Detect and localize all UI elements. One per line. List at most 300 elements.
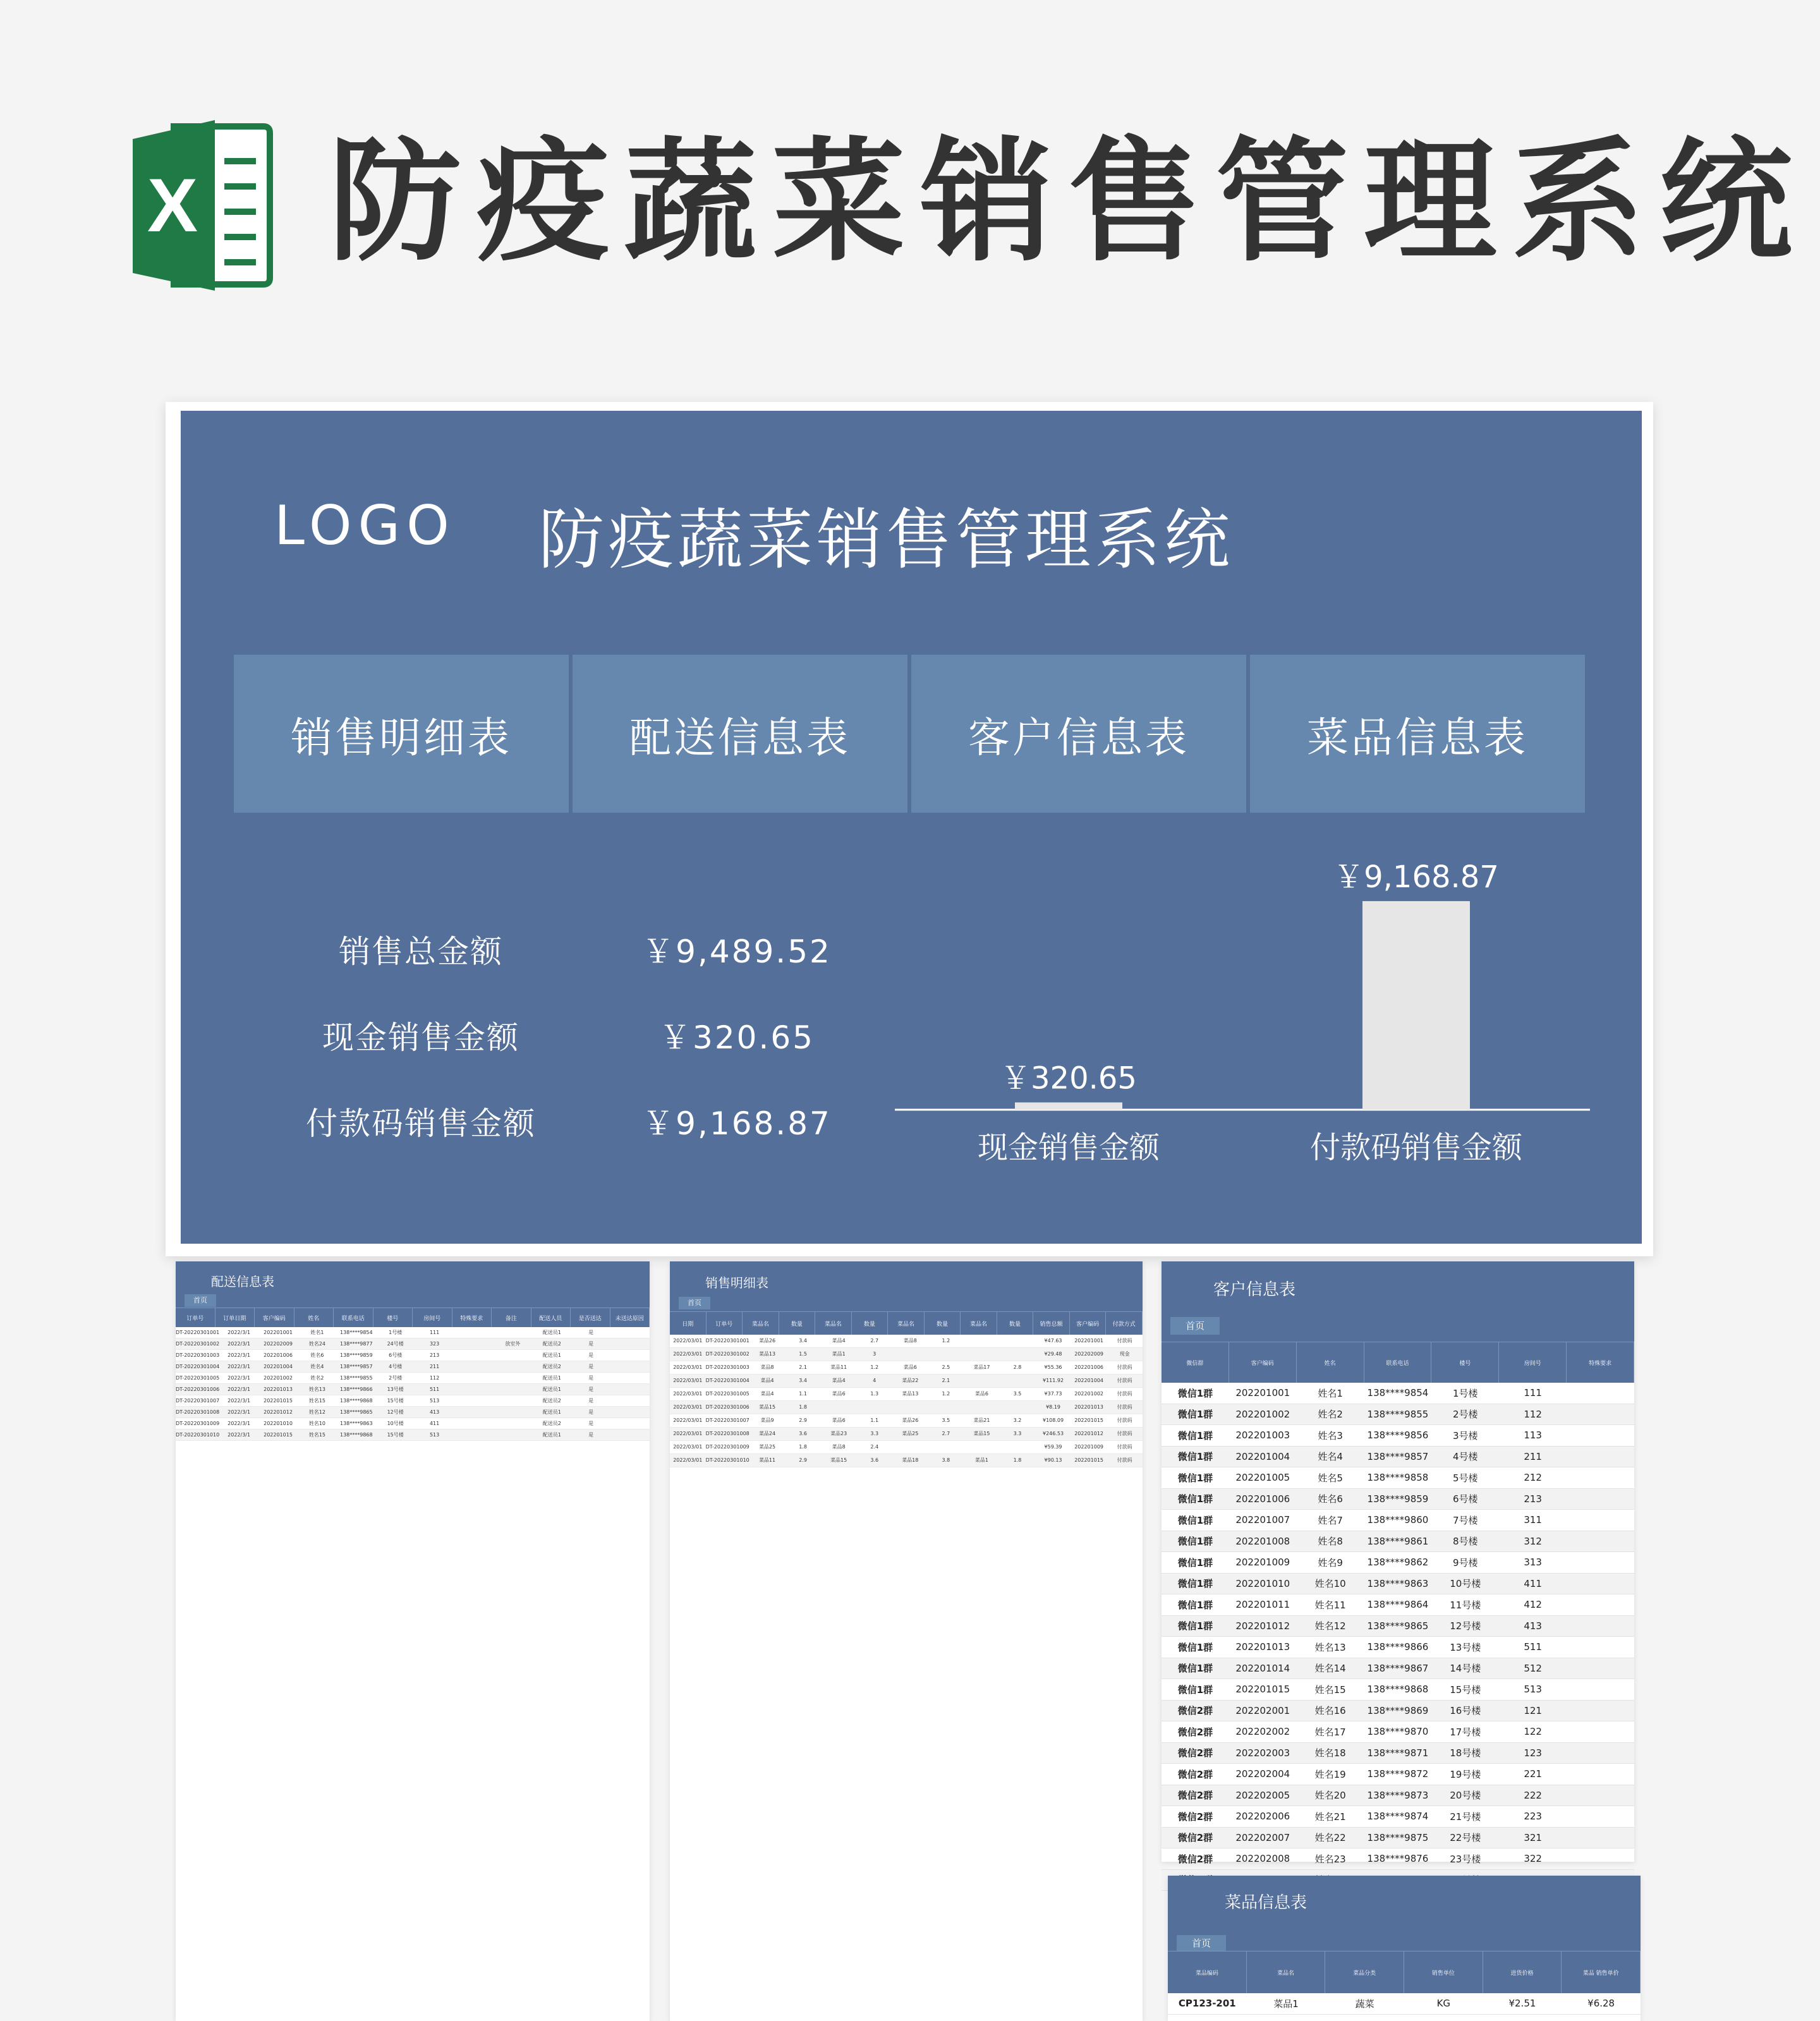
table-cell: 微信1群 [1162, 1467, 1229, 1489]
table-cell: 4号楼 [389, 1364, 403, 1369]
product-sheet-home-tab[interactable]: 首页 [1177, 1935, 1226, 1951]
column-header: 联系电话 [334, 1308, 373, 1327]
product-sheet-thumbnail[interactable] [1168, 1876, 1641, 2021]
table-cell [964, 1375, 1000, 1387]
table-cell: 5号楼 [1431, 1467, 1499, 1489]
table-cell: DT-20220301008 [705, 1431, 749, 1436]
table-cell: 是 [588, 1375, 594, 1381]
table-cell [1567, 1785, 1634, 1806]
table-cell: 202201012 [264, 1409, 293, 1415]
table-cell: 1.3 [870, 1391, 879, 1397]
table-cell [1567, 1764, 1634, 1785]
table-cell: 付款码 [1117, 1417, 1132, 1423]
table-cell: 22号楼 [1431, 1827, 1499, 1848]
product-table [1168, 1993, 1641, 2015]
table-cell: 付款码 [1117, 1391, 1132, 1397]
table-cell: 10号楼 [387, 1421, 404, 1426]
table-cell: 姓名19 [1297, 1764, 1364, 1785]
delivery-sheet-rows [176, 1327, 650, 1441]
table-cell: 138****9860 [1364, 1510, 1432, 1531]
column-header: 房间号 [413, 1308, 452, 1327]
table-cell: 202201010 [1229, 1573, 1297, 1594]
table-cell: CP123-201 [1168, 1993, 1247, 2014]
sales-sheet-columns [670, 1311, 1143, 1335]
table-cell: 姓名16 [1297, 1700, 1364, 1721]
table-cell: 138****9854 [339, 1330, 373, 1335]
table-cell: 姓名9 [1297, 1552, 1364, 1574]
column-header: 订单日期 [215, 1308, 255, 1327]
column-header: 菜品名 [961, 1312, 997, 1335]
column-header: 菜品分类 [1325, 1951, 1404, 1993]
table-row [176, 1327, 650, 1338]
table-cell: 菜品13 [902, 1391, 919, 1397]
table-cell: 2.1 [799, 1364, 807, 1370]
table-cell: 202201004 [1229, 1446, 1297, 1467]
table-cell: 姓名5 [1297, 1467, 1364, 1489]
table-cell: 412 [1499, 1594, 1567, 1616]
table-cell: 姓名12 [308, 1409, 325, 1415]
table-cell: 411 [1499, 1573, 1567, 1594]
table-cell: 2022/03/01 [673, 1444, 703, 1450]
table-cell [1567, 1615, 1634, 1637]
table-cell: ¥246.53 [1042, 1431, 1064, 1436]
table-cell: 23号楼 [1431, 1848, 1499, 1870]
table-cell: 138****9864 [1364, 1594, 1432, 1616]
table-row [670, 1375, 1143, 1388]
table-row [1162, 1806, 1634, 1828]
table-cell [964, 1441, 1000, 1454]
column-header: 菜品名 [815, 1312, 852, 1335]
table-cell: 姓名6 [310, 1352, 324, 1358]
promo-title: 防疫蔬菜销售管理系统 [329, 124, 1808, 279]
table-cell: DT-20220301001 [705, 1338, 749, 1344]
table-cell: 138****9877 [339, 1341, 373, 1347]
table-row [176, 1407, 650, 1418]
table-cell: 微信2群 [1162, 1848, 1229, 1870]
table-cell: 16号楼 [1431, 1700, 1499, 1721]
table-row [1162, 1637, 1634, 1658]
table-cell [964, 1401, 1000, 1414]
table-cell: 姓名14 [1297, 1658, 1364, 1679]
table-cell: 1号楼 [389, 1330, 403, 1335]
table-cell: 2022/03/01 [673, 1391, 703, 1397]
table-cell: 微信1群 [1162, 1615, 1229, 1637]
table-cell: 121 [1499, 1700, 1567, 1721]
delivery-sheet-title: 配送信息表 [211, 1274, 274, 1289]
table-cell: 312 [1499, 1531, 1567, 1552]
table-cell: 512 [1499, 1658, 1567, 1679]
table-cell: DT-20220301007 [705, 1417, 749, 1423]
table-cell: 1.8 [799, 1404, 807, 1410]
table-cell: 138****9855 [1364, 1404, 1432, 1425]
table-cell: DT-20220301002 [705, 1351, 749, 1357]
table-cell: 202202006 [1229, 1806, 1297, 1828]
table-row [1162, 1425, 1634, 1447]
table-cell: 202201012 [1074, 1431, 1103, 1436]
table-cell: 138****9867 [1364, 1658, 1432, 1679]
table-cell: 姓名2 [1297, 1404, 1364, 1425]
column-header: 联系电话 [1364, 1342, 1432, 1383]
table-cell: 2022/03/01 [673, 1378, 703, 1383]
column-header: 菜品 销售单价 [1562, 1951, 1641, 1993]
table-cell [1567, 1446, 1634, 1467]
table-cell: 2022/03/01 [673, 1364, 703, 1370]
table-cell: 10号楼 [1431, 1573, 1499, 1594]
table-cell: 配送员1 [542, 1330, 561, 1335]
customer-table [1162, 1383, 1634, 1891]
nav-delivery-info-button[interactable]: 配送信息表 [573, 655, 907, 813]
table-cell: 3.6 [870, 1457, 879, 1463]
table-cell: 202201015 [264, 1398, 293, 1404]
table-cell [1000, 1441, 1036, 1454]
table-row [1168, 1993, 1641, 2014]
table-cell: DT-20220301004 [705, 1378, 749, 1383]
table-cell: 微信1群 [1162, 1637, 1229, 1658]
dashboard [181, 411, 1642, 1244]
table-cell: 1.1 [799, 1391, 807, 1397]
column-header: 楼号 [373, 1308, 413, 1327]
customer-sheet-title: 客户信息表 [1213, 1280, 1296, 1299]
table-cell: 213 [1499, 1488, 1567, 1510]
sales-sheet-rows [670, 1335, 1143, 1467]
product-sheet-columns [1168, 1951, 1641, 1993]
table-cell: 202201004 [1074, 1378, 1103, 1383]
table-cell [610, 1407, 650, 1417]
column-header: 备注 [492, 1308, 531, 1327]
table-cell: 202201011 [1229, 1594, 1297, 1616]
table-cell: 202201006 [1229, 1488, 1297, 1510]
column-header: 日期 [670, 1312, 707, 1335]
table-cell: 202201013 [1074, 1404, 1103, 1410]
table-cell: DT-20220301002 [176, 1341, 220, 1347]
table-cell: 2022/3/1 [228, 1352, 251, 1358]
table-cell: 菜品6 [832, 1417, 846, 1423]
table-cell: 411 [429, 1421, 440, 1426]
delivery-sheet-home-tab[interactable]: 首页 [185, 1294, 216, 1307]
product-sheet-header [1168, 1876, 1641, 1993]
nav-sales-detail-button[interactable]: 销售明细表 [234, 655, 569, 813]
delivery-sheet-columns [176, 1308, 650, 1327]
table-cell: 212 [1499, 1467, 1567, 1489]
table-row [670, 1401, 1143, 1414]
table-cell [1567, 1742, 1634, 1764]
table-cell: ¥111.92 [1042, 1378, 1064, 1383]
delivery-sheet-header [176, 1261, 650, 1327]
table-cell: 4 [873, 1378, 877, 1383]
table-row [670, 1388, 1143, 1401]
table-cell: 菜品23 [830, 1431, 847, 1436]
table-cell: 2022/03/01 [673, 1404, 703, 1410]
table-cell: 菜品17 [973, 1364, 990, 1370]
table-cell: 221 [1499, 1764, 1567, 1785]
table-cell: 513 [429, 1398, 440, 1404]
table-row [1162, 1594, 1634, 1616]
customer-sheet-home-tab[interactable]: 首页 [1170, 1317, 1220, 1335]
table-cell: 姓名15 [308, 1432, 325, 1438]
table-cell: 微信2群 [1162, 1785, 1229, 1806]
table-cell: 21号楼 [1431, 1806, 1499, 1828]
column-header: 菜品名 [888, 1312, 925, 1335]
table-cell: 202201004 [264, 1364, 293, 1369]
table-cell: 113 [1499, 1425, 1567, 1447]
table-cell: 223 [1499, 1806, 1567, 1828]
table-cell: 菜品21 [973, 1417, 990, 1423]
table-cell: 配送员1 [542, 1432, 561, 1438]
table-cell: 138****9872 [1364, 1764, 1432, 1785]
table-cell: 菜品4 [832, 1338, 846, 1344]
table-cell: 姓名4 [310, 1364, 324, 1369]
table-row [176, 1395, 650, 1407]
table-row [1162, 1446, 1634, 1467]
table-cell: 2022/3/1 [228, 1398, 251, 1404]
table-cell [454, 1338, 494, 1349]
table-cell [1567, 1848, 1634, 1870]
table-cell: 11号楼 [1431, 1594, 1499, 1616]
table-row [176, 1418, 650, 1429]
table-cell: 1号楼 [1431, 1383, 1499, 1404]
table-cell: 1.8 [799, 1444, 807, 1450]
table-cell: 138****9866 [339, 1387, 373, 1392]
table-cell: 微信2群 [1162, 1827, 1229, 1848]
table-cell: 姓名11 [1297, 1594, 1364, 1616]
table-row [670, 1335, 1143, 1348]
table-cell: 菜品26 [902, 1417, 919, 1423]
table-cell: 2022/03/01 [673, 1351, 703, 1357]
table-cell: 姓名23 [1297, 1848, 1364, 1870]
table-row [1162, 1827, 1634, 1848]
table-cell: 20号楼 [1431, 1785, 1499, 1806]
table-cell: 2022/03/01 [673, 1457, 703, 1463]
table-cell: 1.5 [799, 1351, 807, 1357]
table-cell: 2022/3/1 [228, 1409, 251, 1415]
table-cell: DT-20220301010 [176, 1432, 220, 1438]
table-cell: 2022/3/1 [228, 1432, 251, 1438]
table-cell: 菜品1 [974, 1457, 988, 1463]
sales-bar-chart [895, 828, 1590, 1182]
table-cell: 12号楼 [1431, 1615, 1499, 1637]
category-label-2: 付款码销售金额 [1309, 1130, 1523, 1165]
table-cell: DT-20220301007 [176, 1398, 220, 1404]
table-cell: 姓名17 [1297, 1721, 1364, 1743]
table-cell: 138****9857 [1364, 1446, 1432, 1467]
table-cell: 是 [588, 1421, 594, 1426]
table-cell: 202201001 [1229, 1383, 1297, 1404]
table-cell [454, 1350, 494, 1361]
table-cell: 是 [588, 1330, 594, 1335]
table-cell: 微信1群 [1162, 1446, 1229, 1467]
table-cell: 姓名2 [310, 1375, 324, 1381]
table-cell: 3.4 [799, 1338, 807, 1344]
table-cell: 202201006 [1074, 1364, 1103, 1370]
table-cell: 202201013 [264, 1387, 293, 1392]
table-cell: 付款码 [1117, 1431, 1132, 1436]
table-cell: 2022/3/1 [228, 1375, 251, 1381]
customer-sheet-header [1162, 1261, 1634, 1383]
table-cell: 19号楼 [1431, 1764, 1499, 1785]
column-header: 数量 [852, 1312, 889, 1335]
table-cell: 202202004 [1229, 1764, 1297, 1785]
table-cell [1567, 1721, 1634, 1743]
table-cell: 配送员1 [542, 1352, 561, 1358]
table-cell [1000, 1348, 1036, 1361]
table-row [670, 1441, 1143, 1454]
column-header: 菜品名 [1247, 1951, 1326, 1993]
table-cell: 138****9866 [1364, 1637, 1432, 1658]
table-cell [493, 1418, 532, 1429]
table-row [1162, 1764, 1634, 1785]
table-cell: 202201015 [1074, 1417, 1103, 1423]
table-row [1162, 1404, 1634, 1425]
column-header: 数量 [779, 1312, 816, 1335]
table-row [1162, 1721, 1634, 1743]
table-row [670, 1348, 1143, 1361]
table-cell: ¥6.28 [1562, 1993, 1641, 2014]
table-cell [928, 1401, 964, 1414]
table-cell [1567, 1594, 1634, 1616]
table-cell: 放室外 [505, 1341, 521, 1347]
table-cell: 菜品26 [758, 1338, 776, 1344]
table-cell [610, 1361, 650, 1372]
table-cell: 511 [429, 1387, 440, 1392]
table-row [1162, 1467, 1634, 1489]
table-cell: 202201015 [1074, 1457, 1103, 1463]
table-cell: 138****9863 [339, 1421, 373, 1426]
table-cell: 111 [1499, 1383, 1567, 1404]
table-cell: 323 [429, 1341, 440, 1347]
nav-product-info-button[interactable]: 菜品信息表 [1250, 655, 1585, 813]
table-row [176, 1384, 650, 1395]
table-cell [964, 1335, 1000, 1347]
table-cell: 姓名1 [1297, 1383, 1364, 1404]
table-cell: KG [1404, 1993, 1483, 2014]
table-cell: 姓名18 [1297, 1742, 1364, 1764]
table-cell: 112 [429, 1375, 440, 1381]
table-row [1162, 1700, 1634, 1721]
table-cell: 微信1群 [1162, 1488, 1229, 1510]
customer-sheet-thumbnail[interactable] [1162, 1261, 1634, 1865]
table-cell: 是 [588, 1387, 594, 1392]
table-cell: 2.7 [942, 1431, 950, 1436]
sales-sheet-title: 销售明细表 [705, 1275, 768, 1290]
table-cell: 202202009 [1074, 1351, 1103, 1357]
table-cell: 姓名1 [310, 1330, 324, 1335]
table-cell: DT-20220301003 [705, 1364, 749, 1370]
table-cell: 202201002 [1074, 1391, 1103, 1397]
column-header: 客户编码 [255, 1308, 294, 1327]
table-cell: 3.4 [799, 1378, 807, 1383]
table-cell: 222 [1499, 1785, 1567, 1806]
table-cell [1567, 1425, 1634, 1447]
table-cell: 1.2 [942, 1338, 950, 1344]
table-cell [493, 1407, 532, 1417]
table-cell: 513 [429, 1432, 440, 1438]
column-header: 客户编码 [1070, 1312, 1107, 1335]
table-cell: 2022/3/1 [228, 1387, 251, 1392]
nav-customer-info-button[interactable]: 客户信息表 [911, 655, 1246, 813]
table-cell: 菜品8 [832, 1444, 846, 1450]
table-cell: ¥108.09 [1042, 1417, 1064, 1423]
table-cell: 202201012 [1229, 1615, 1297, 1637]
table-cell: 姓名3 [1297, 1425, 1364, 1447]
table-cell: 138****9854 [1364, 1383, 1432, 1404]
dashboard-title: 防疫蔬菜销售管理系统 [538, 501, 1234, 578]
table-cell: 138****9865 [1364, 1615, 1432, 1637]
table-cell [1567, 1827, 1634, 1848]
table-cell [610, 1350, 650, 1361]
table-row [176, 1350, 650, 1361]
table-cell: 配送员2 [542, 1341, 561, 1347]
table-cell: 菜品4 [760, 1378, 774, 1383]
table-cell: DT-20220301003 [176, 1352, 220, 1358]
table-cell [454, 1407, 494, 1417]
table-cell: ¥90.13 [1044, 1457, 1062, 1463]
table-cell [493, 1429, 532, 1440]
table-cell: 微信1群 [1162, 1425, 1229, 1447]
table-cell [821, 1401, 857, 1414]
table-cell: 2.9 [799, 1417, 807, 1423]
table-cell: 是 [588, 1409, 594, 1415]
table-cell [454, 1418, 494, 1429]
table-cell: 2.5 [942, 1364, 950, 1370]
table-cell: 2022/03/01 [673, 1338, 703, 1344]
table-cell: 138****9868 [339, 1432, 373, 1438]
sales-sheet-thumbnail[interactable] [670, 1261, 1143, 2021]
column-header: 姓名 [1297, 1342, 1364, 1383]
bar-1 [1015, 1102, 1122, 1110]
table-row [670, 1428, 1143, 1441]
table-cell: 微信1群 [1162, 1510, 1229, 1531]
table-cell: 是 [588, 1352, 594, 1358]
delivery-sheet-thumbnail[interactable] [176, 1261, 650, 2021]
cash-sales-value: ￥320.65 [659, 1019, 815, 1056]
table-cell [856, 1401, 892, 1414]
table-cell: 138****9876 [1364, 1848, 1432, 1870]
column-header: 销售单位 [1404, 1951, 1483, 1993]
table-cell [1567, 1467, 1634, 1489]
table-cell: 配送员2 [542, 1421, 561, 1426]
data-label-1: ￥320.65 [1000, 1060, 1137, 1096]
table-cell: 321 [1499, 1827, 1567, 1848]
category-label-1: 现金销售金额 [977, 1130, 1160, 1165]
table-cell: 202201003 [1229, 1425, 1297, 1447]
table-cell [964, 1348, 1000, 1361]
sales-sheet-home-tab[interactable]: 首页 [679, 1297, 710, 1309]
table-cell: 122 [1499, 1721, 1567, 1743]
table-cell: 微信1群 [1162, 1658, 1229, 1679]
table-cell: 微信2群 [1162, 1806, 1229, 1828]
table-cell: 菜品6 [832, 1391, 846, 1397]
table-cell: 菜品18 [902, 1457, 919, 1463]
table-row [1162, 1658, 1634, 1679]
table-cell: 138****9870 [1364, 1721, 1432, 1743]
table-row [176, 1373, 650, 1384]
table-cell: 138****9871 [1364, 1742, 1432, 1764]
table-cell: 138****9869 [1364, 1700, 1432, 1721]
table-cell: 2.8 [1013, 1364, 1022, 1370]
table-cell: 138****9863 [1364, 1573, 1432, 1594]
table-cell: ¥2.51 [1483, 1993, 1562, 2014]
table-cell [928, 1348, 964, 1361]
table-cell: 2022/3/1 [228, 1421, 251, 1426]
customer-sheet-columns [1162, 1342, 1634, 1383]
table-cell: 202202005 [1229, 1785, 1297, 1806]
table-cell: 3.5 [1013, 1391, 1022, 1397]
table-cell [454, 1395, 494, 1406]
total-sales-label: 销售总金额 [339, 933, 503, 970]
table-cell: 付款码 [1117, 1378, 1132, 1383]
table-cell [928, 1441, 964, 1454]
table-cell: DT-20220301005 [705, 1391, 749, 1397]
